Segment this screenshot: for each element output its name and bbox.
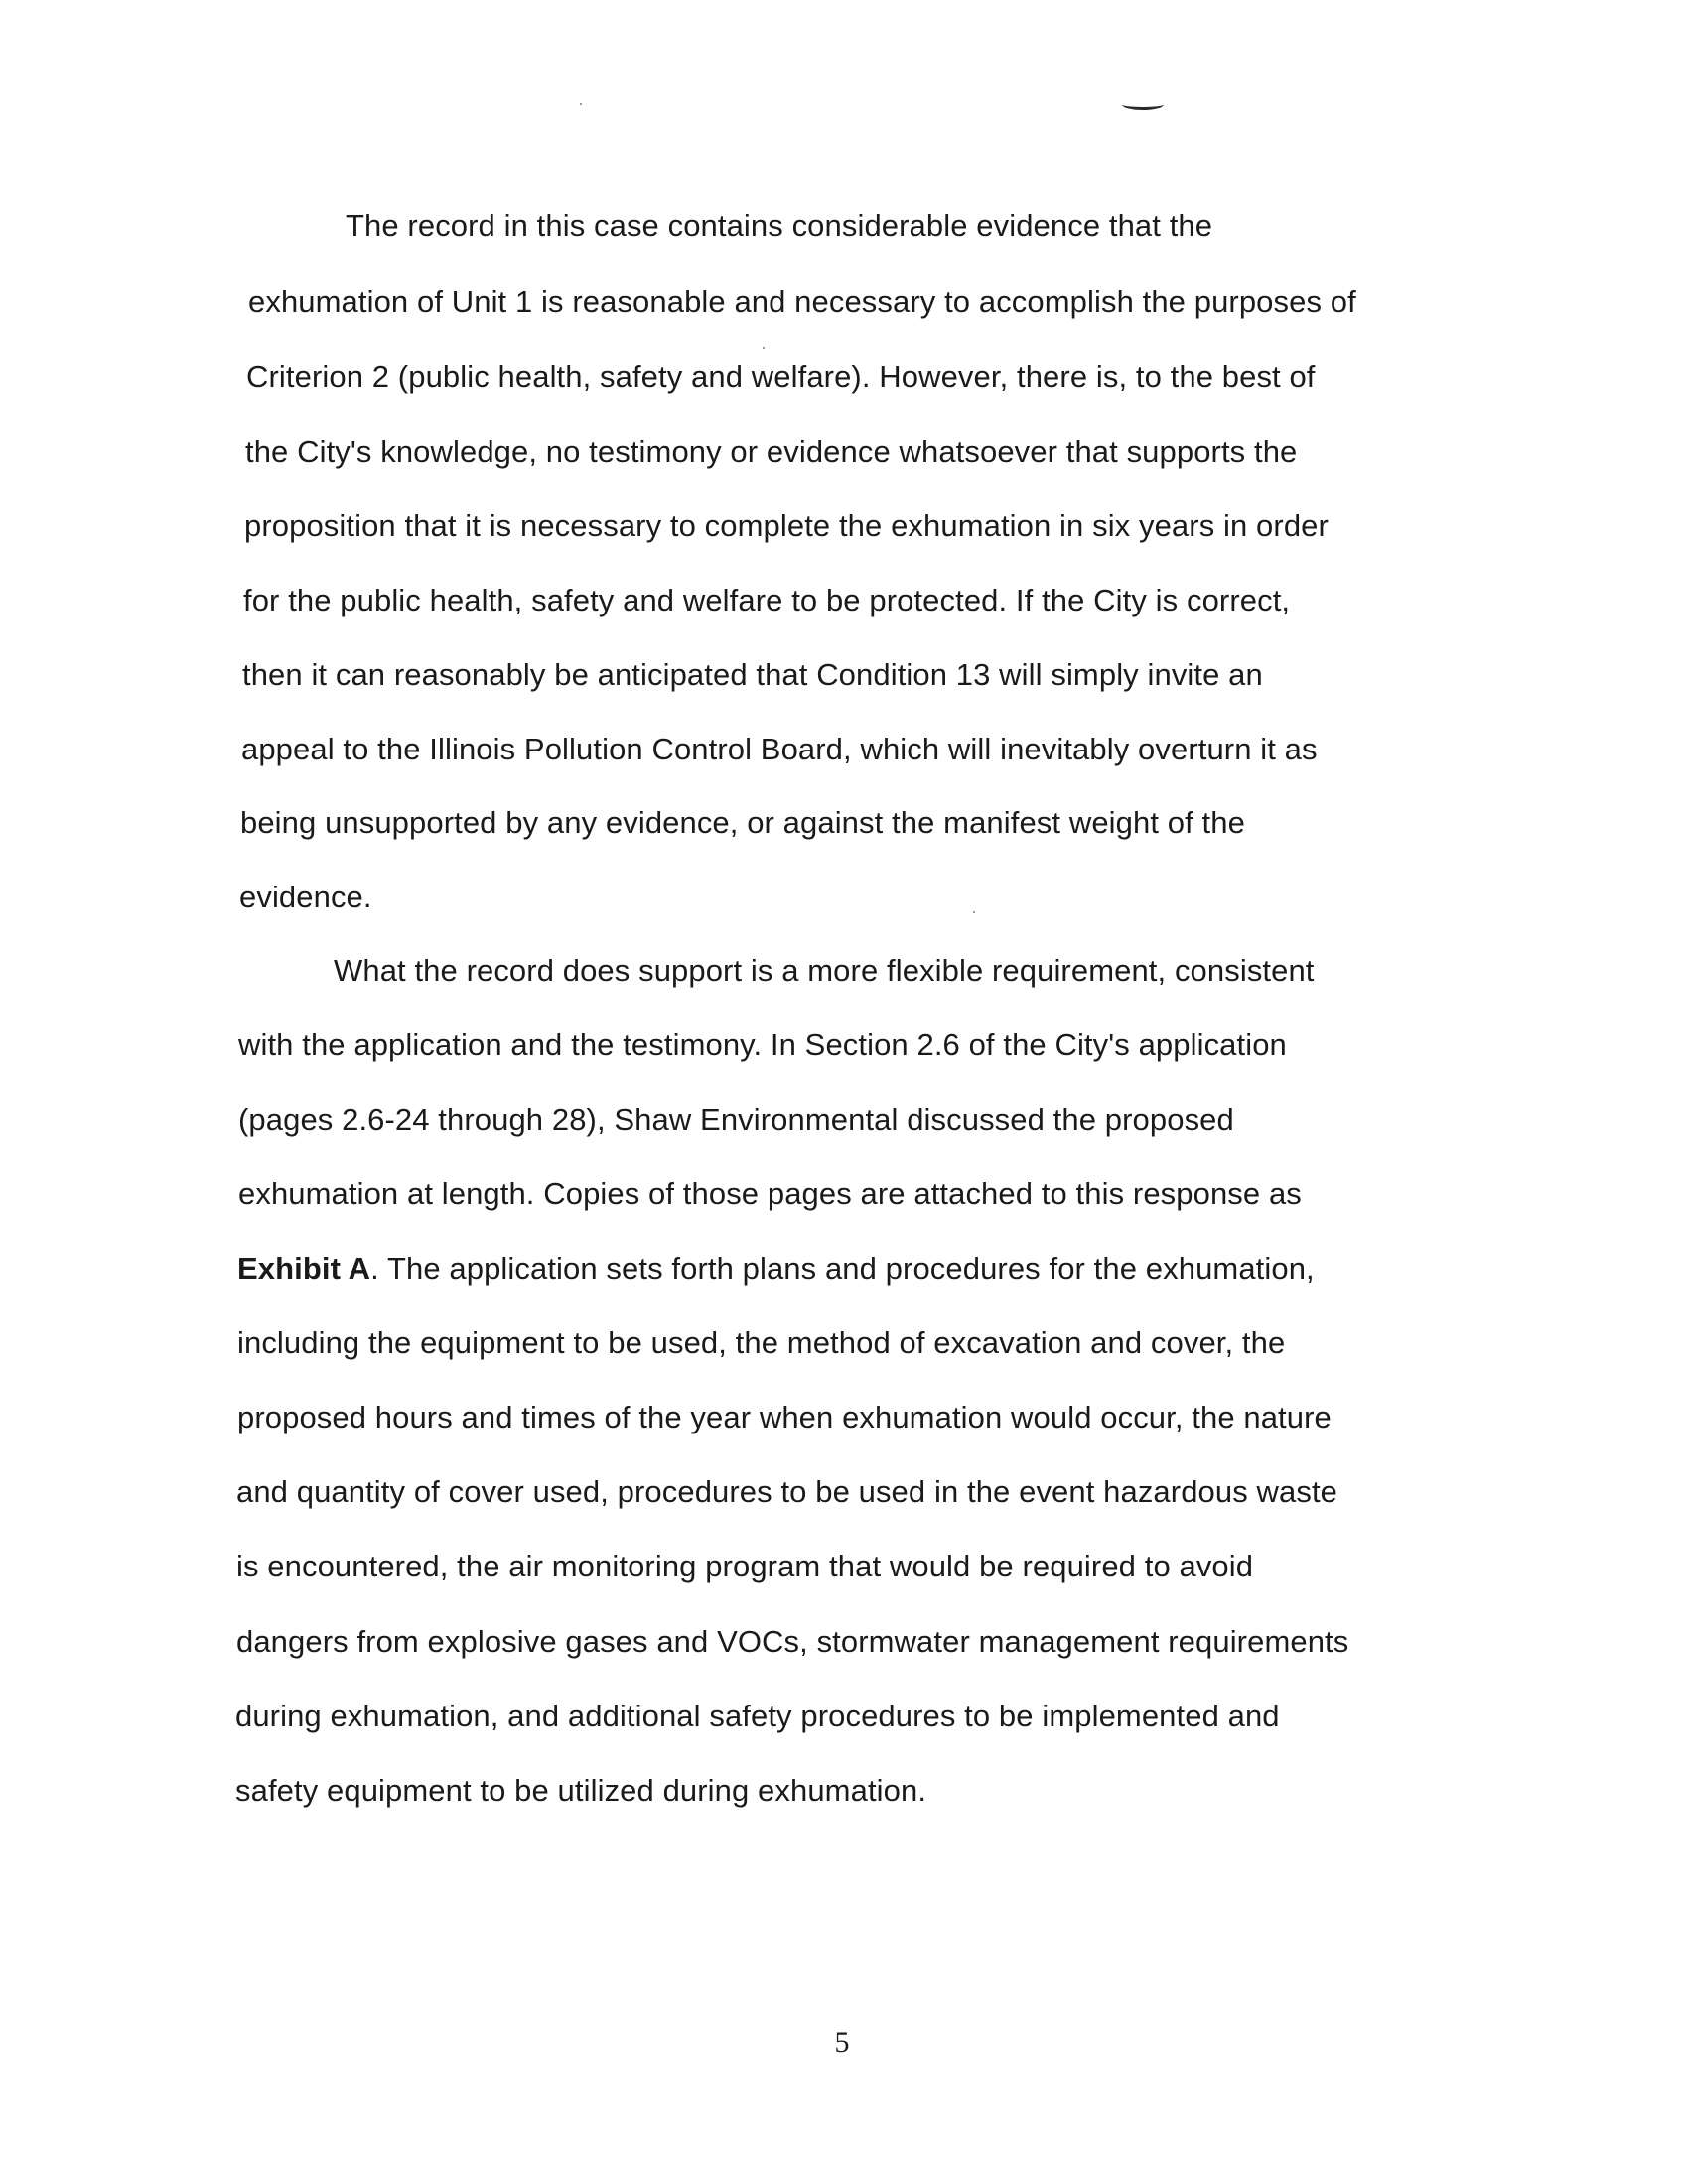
paragraph-1-line: then it can reasonably be anticipated that Condition 13 will simply invite an [242,657,1263,692]
paragraph-2-line: and quantity of cover used, procedures to be used in the event hazardous waste [236,1474,1338,1509]
paragraph-2-line: What the record does support is a more flexible requirement, consistent [334,953,1315,988]
scan-artifact-mark [1122,99,1164,110]
scan-artifact-dot [763,347,765,349]
paragraph-1-line: exhumation of Unit 1 is reasonable and necessary to accomplish the purposes of [248,284,1356,319]
paragraph-2-line: (pages 2.6-24 through 28), Shaw Environmental discussed the proposed [238,1102,1234,1137]
paragraph-2-line: with the application and the testimony. In Section 2.6 of the City's application [238,1027,1287,1062]
paragraph-2-line: proposed hours and times of the year when exhumation would occur, the nature [237,1400,1332,1434]
paragraph-2-line: during exhumation, and additional safety procedures to be implemented and [235,1699,1280,1733]
paragraph-1-line: evidence. [239,880,372,914]
paragraph-2-line: including the equipment to be used, the method of excavation and cover, the [237,1325,1286,1360]
paragraph-1-line: being unsupported by any evidence, or against the manifest weight of the [240,805,1245,840]
paragraph-2-line: is encountered, the air monitoring program that would be required to avoid [236,1549,1254,1583]
paragraph-1-line: appeal to the Illinois Pollution Control Board, which will inevitably overturn it as [241,732,1318,766]
paragraph-2-line: safety equipment to be utilized during exhumation. [235,1773,927,1808]
scan-artifact-dot [580,103,582,105]
paragraph-1-line: The record in this case contains considerable evidence that the [346,208,1213,243]
paragraph-1-line: the City's knowledge, no testimony or evidence whatsoever that supports the [245,434,1298,469]
paragraph-1-line: proposition that it is necessary to complete the exhumation in six years in order [244,508,1329,543]
page-number: 5 [834,2026,850,2059]
paragraph-2-exhibit-line [237,1251,1315,1287]
scan-artifact-dot [973,911,975,913]
paragraph-2-line: dangers from explosive gases and VOCs, stormwater management requirements [236,1624,1349,1659]
exhibit-label: Exhibit A [237,1251,371,1286]
paragraph-1-line: for the public health, safety and welfare to be protected. If the City is correct, [243,583,1291,617]
exhibit-line-text: . The application sets forth plans and procedures for the exhumation, [370,1251,1315,1286]
paragraph-2-line: exhumation at length. Copies of those pages are attached to this response as [238,1176,1302,1211]
paragraph-1-line: Criterion 2 (public health, safety and welfare). However, there is, to the best of [246,359,1316,394]
